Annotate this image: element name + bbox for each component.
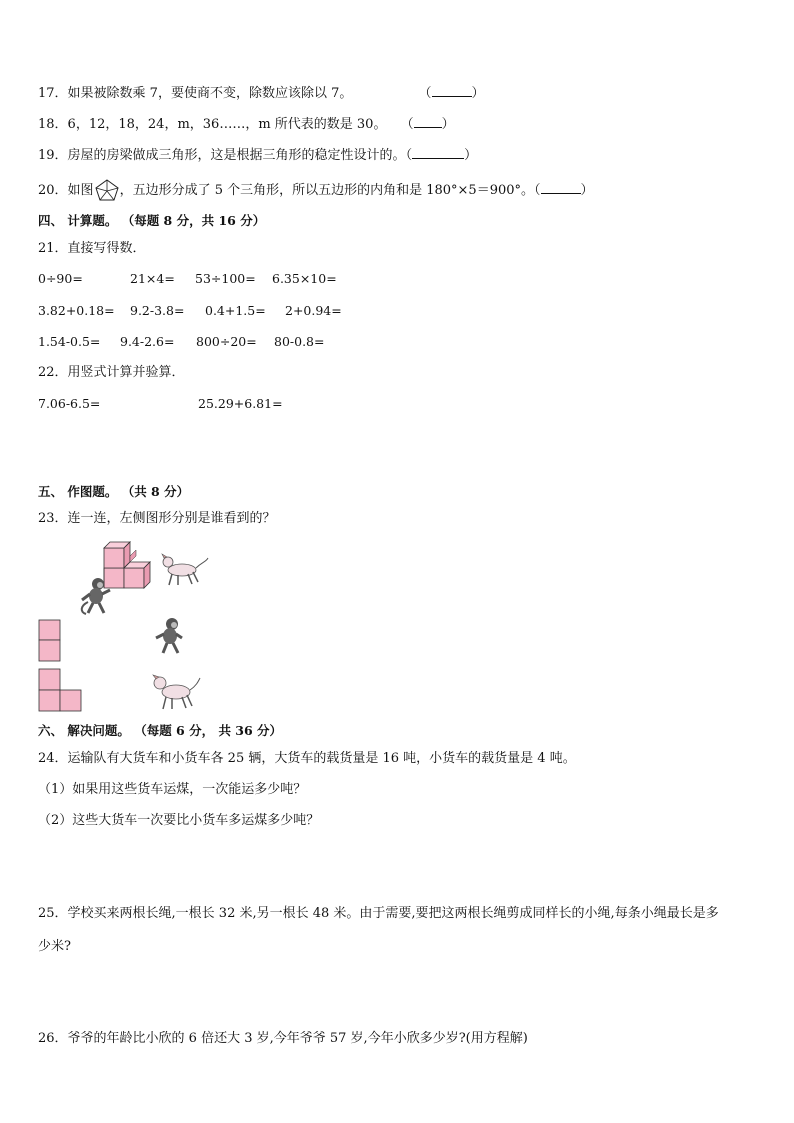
question-number: 17． xyxy=(38,86,68,101)
dog-image xyxy=(150,674,202,712)
question-text: 运输队有大货车和小货车各 25 辆，大货车的载货量是 16 吨，小货车的载货量是 4 吨。 xyxy=(67,751,576,766)
question-23 xyxy=(38,510,276,528)
question-number: 19． xyxy=(38,148,68,163)
calc-item: 80-0.8= xyxy=(274,334,325,349)
dog-image xyxy=(158,552,210,588)
calc-item: 21×4= xyxy=(130,271,175,286)
calc-item: 2+0.94= xyxy=(285,303,342,318)
calc-item: 6.35×10= xyxy=(272,271,337,286)
calc-item: 1.54-0.5= xyxy=(38,334,101,349)
answer-blank[interactable] xyxy=(541,181,581,194)
question-number: 18． xyxy=(38,117,68,132)
question-25-continued: 少米? xyxy=(38,939,71,954)
question-text: 爷爷的年龄比小欣的 6 倍还大 3 岁,今年爷爷 57 岁,今年小欣多少岁?(用方程解) xyxy=(67,1031,528,1046)
question-number: 26． xyxy=(38,1031,68,1046)
question-20: 20．如图 ，五边形分成了 5 个三角形，所以五边形的内角和是 180°×5＝900°。（ ） xyxy=(38,181,594,200)
calc-item: 53÷100= xyxy=(195,271,256,286)
answer-blank[interactable] xyxy=(412,146,464,159)
calc-item: 9.2-3.8= xyxy=(130,303,185,318)
question-24 xyxy=(38,750,576,768)
question-text: 连一连，左侧图形分别是谁看到的？ xyxy=(67,511,276,526)
pentagon-icon xyxy=(94,178,120,202)
calc-item: 0÷90= xyxy=(38,271,83,286)
calc-item: 25.29+6.81= xyxy=(198,396,283,411)
question-number: 21． xyxy=(38,241,68,256)
question-number: 25． xyxy=(38,906,68,921)
question-text: 如果被除数乘 7，要使商不变，除数应该除以 7。 xyxy=(67,86,353,101)
calc-item: 0.4+1.5= xyxy=(205,303,266,318)
question-26 xyxy=(38,1030,528,1048)
question-number: 22． xyxy=(38,365,68,380)
question-text: 6，12，18，24，m，36……，m 所代表的数是 30。 xyxy=(67,117,387,132)
answer-blank[interactable] xyxy=(414,115,442,128)
question-text: 直接写得数． xyxy=(67,241,146,256)
question-17: 17．如果被除数乘 7，要使商不变，除数应该除以 7。 （ ） xyxy=(38,86,485,101)
question-18: 18．6，12，18，24，m，36……，m 所代表的数是 30。 （ ） xyxy=(38,117,455,132)
calc-item: 3.82+0.18= xyxy=(38,303,115,318)
monkey-image xyxy=(150,616,190,656)
question-number: 24． xyxy=(38,751,68,766)
section-4-title: 四、 计算题。 （每题 8 分，共 16 分） xyxy=(38,213,266,228)
answer-blank[interactable] xyxy=(432,84,472,97)
view-shape-l xyxy=(38,668,84,714)
question-text: 用竖式计算并验算． xyxy=(67,365,185,380)
question-24-part-1: （1）如果用这些货车运煤，一次能运多少吨？ xyxy=(38,782,307,797)
question-21 xyxy=(38,240,146,258)
question-number: 20． xyxy=(38,183,68,198)
question-22 xyxy=(38,364,185,382)
question-text: 房屋的房梁做成三角形，这是根据三角形的稳定性设计的。 xyxy=(67,148,406,163)
calc-item: 7.06-6.5= xyxy=(38,396,101,411)
calc-item: 9.4-2.6= xyxy=(120,334,175,349)
question-19: 19．房屋的房梁做成三角形，这是根据三角形的稳定性设计的。（ ） xyxy=(38,148,478,163)
section-5-title: 五、 作图题。 （共 8 分） xyxy=(38,484,190,499)
question-text: 学校买来两根长绳,一根长 32 米,另一根长 48 米。由于需要,要把这两根长绳剪成同样长的小绳,每条小绳最长是多 xyxy=(67,906,719,921)
section-6-title: 六、 解决问题。 （每题 6 分， 共 36 分） xyxy=(38,723,283,738)
question-24-part-2: （2）这些大货车一次要比小货车多运煤多少吨？ xyxy=(38,813,320,828)
calc-item: 800÷20= xyxy=(196,334,257,349)
view-shape-column xyxy=(38,619,62,663)
monkey-image xyxy=(76,576,116,616)
question-number: 23． xyxy=(38,511,68,526)
question-25 xyxy=(38,905,719,923)
